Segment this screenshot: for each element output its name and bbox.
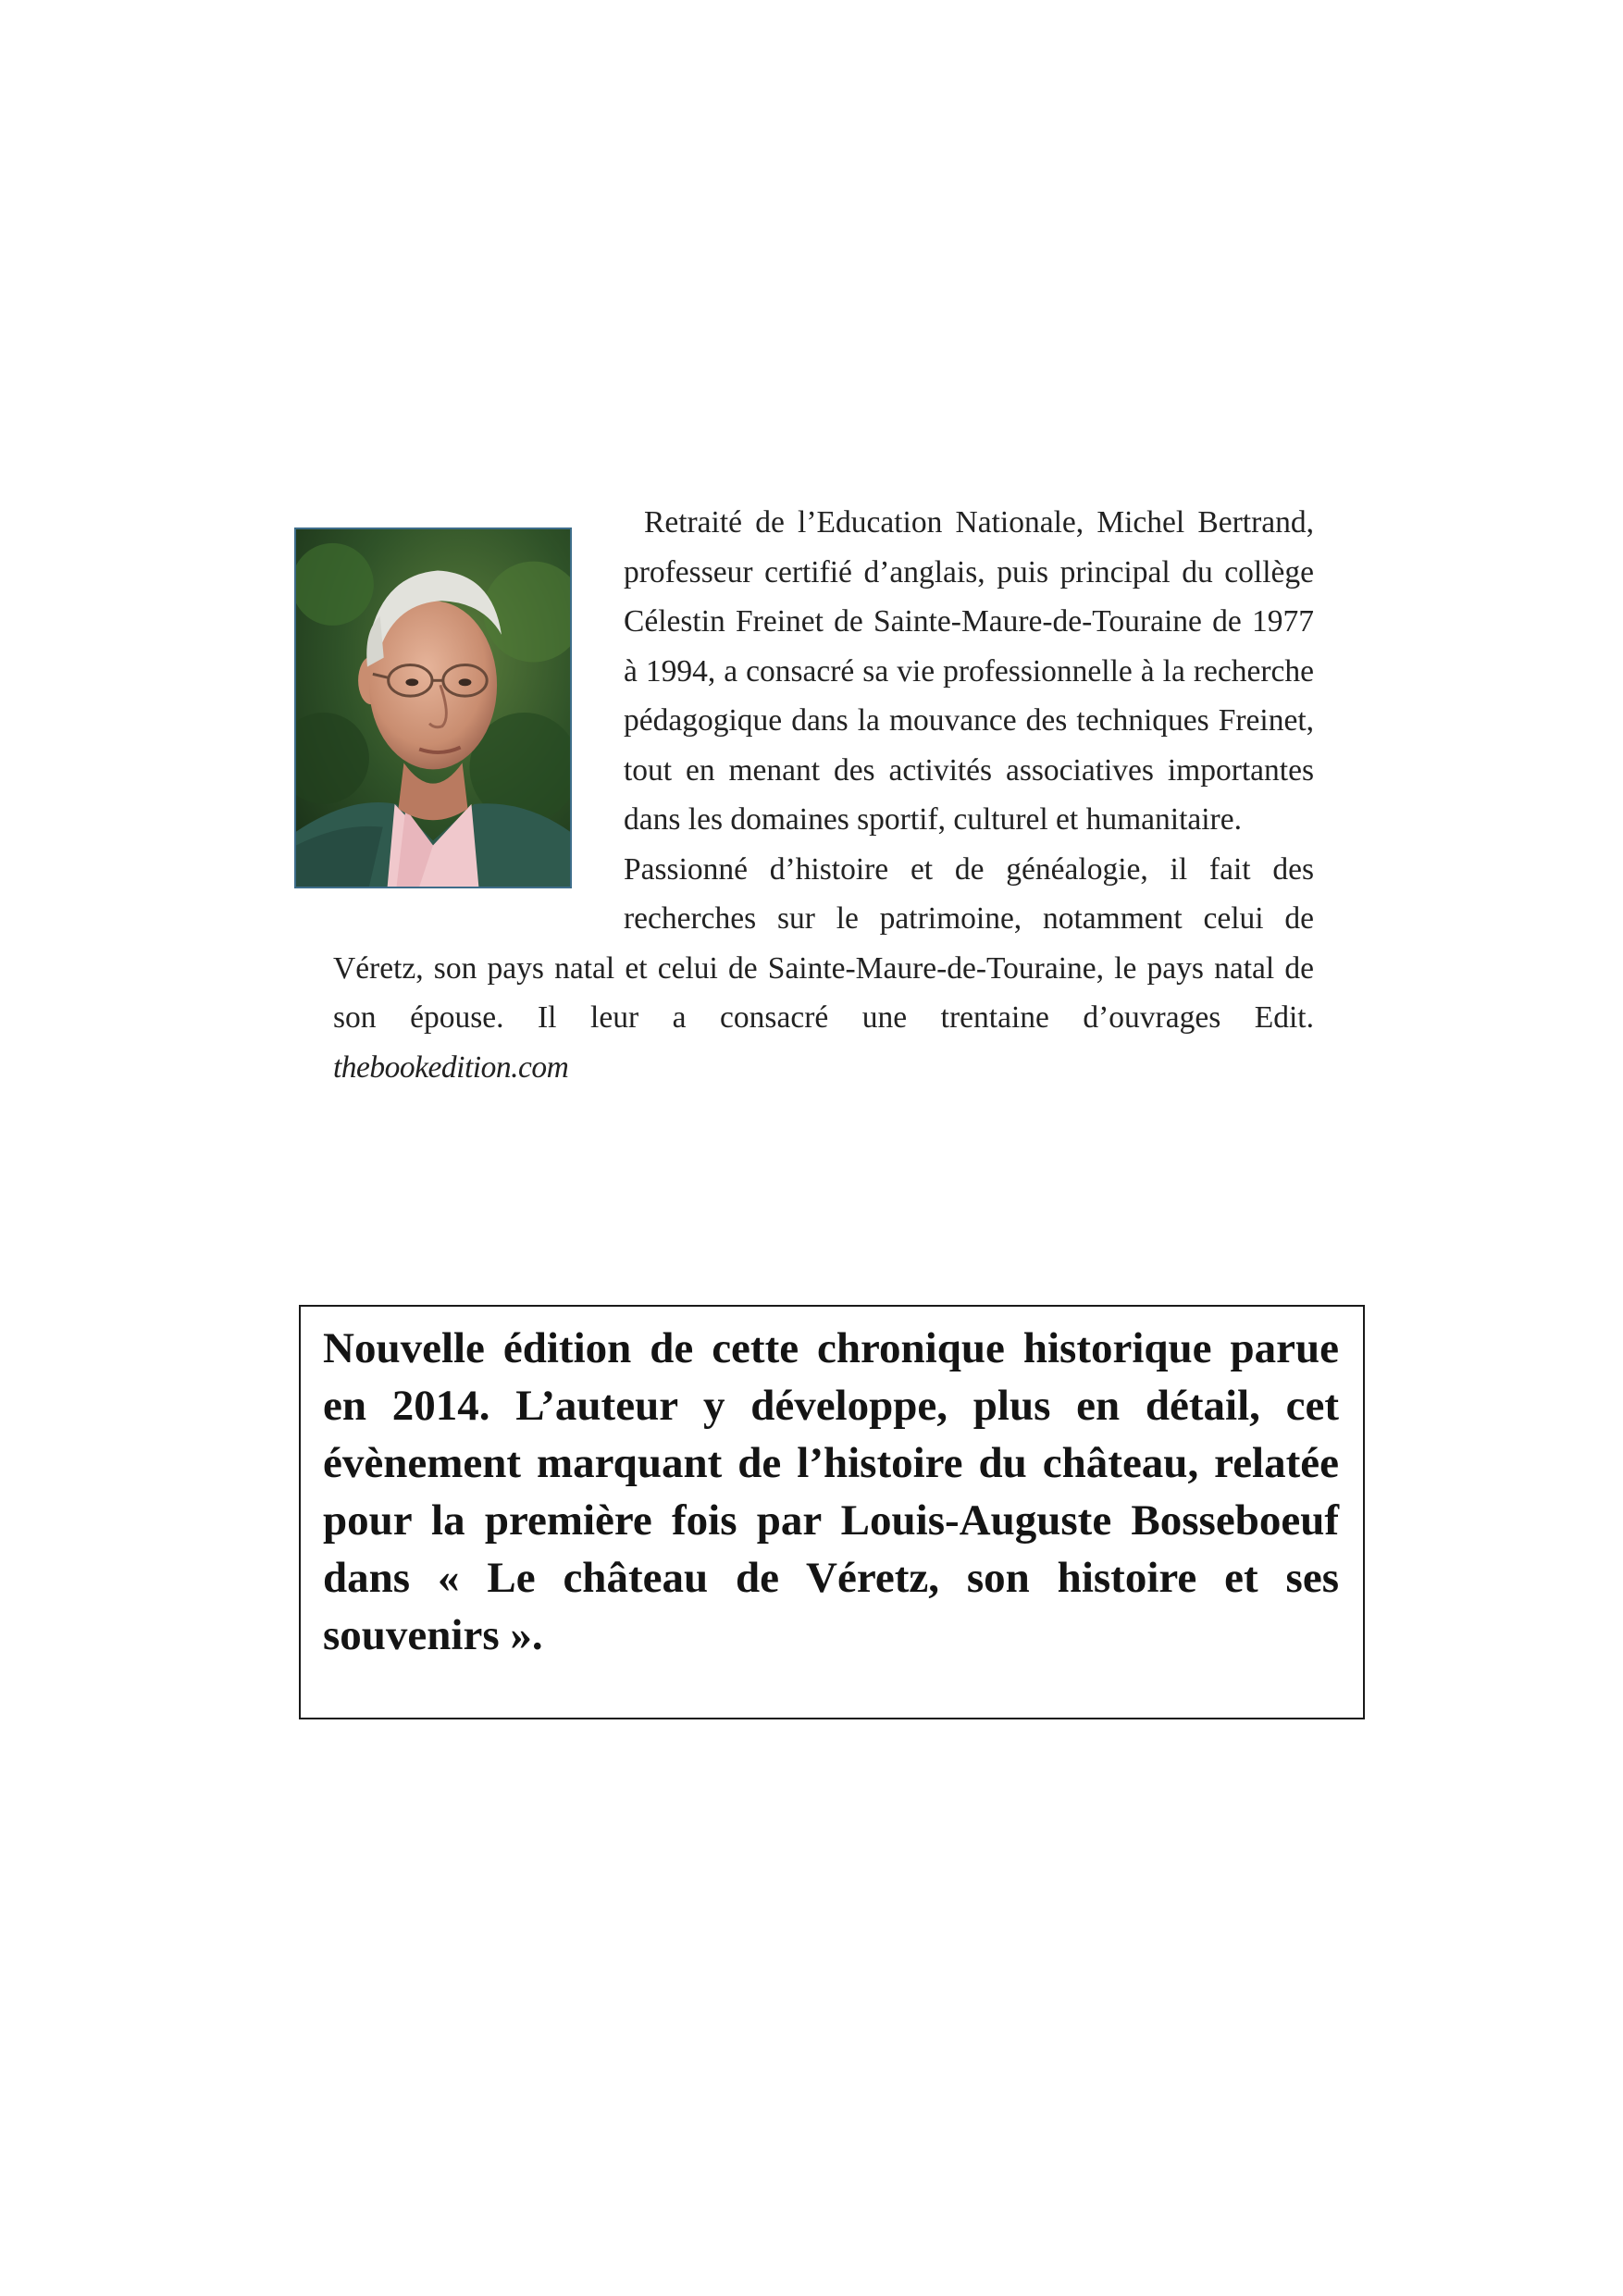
edition-summary-box (299, 1305, 1365, 1719)
bio-paragraph-2-text: Passionné d’histoire et de généalogie, il fait des recherches sur le patrimoine, notamment celui de Véretz, son pays natal et celui de Sainte-Maure-de-Touraine, le pays natal de son épouse. Il leur a consacré une trentaine d’ouvrages Edit. (333, 851, 1314, 1035)
bio-paragraph-1 (333, 498, 1314, 845)
edition-summary-text: Nouvelle édition de cette chronique historique parue en 2014. L’auteur y développe, plus en détail, cet évènement marquant de l’histoire du château, relatée pour la première fois par Louis-Auguste Bosseboeuf dans « Le château de Véretz, son histoire et ses souvenirs ». (323, 1324, 1339, 1659)
author-biography (333, 498, 1314, 1092)
publisher-name: thebookedition.com (333, 1049, 569, 1085)
bio-paragraph-1-text: Retraité de l’Education Nationale, Michel Bertrand, professeur certifié d’anglais, puis principal du collège Célestin Freinet de Sainte-Maure-de-Touraine de 1977 à 1994, a consacré sa vie professionnelle à la recherche pédagogique dans la mouvance des techniques Freinet, tout en menant des activités associatives importantes dans les domaines sportif, culturel et humanitaire. (624, 505, 1314, 837)
